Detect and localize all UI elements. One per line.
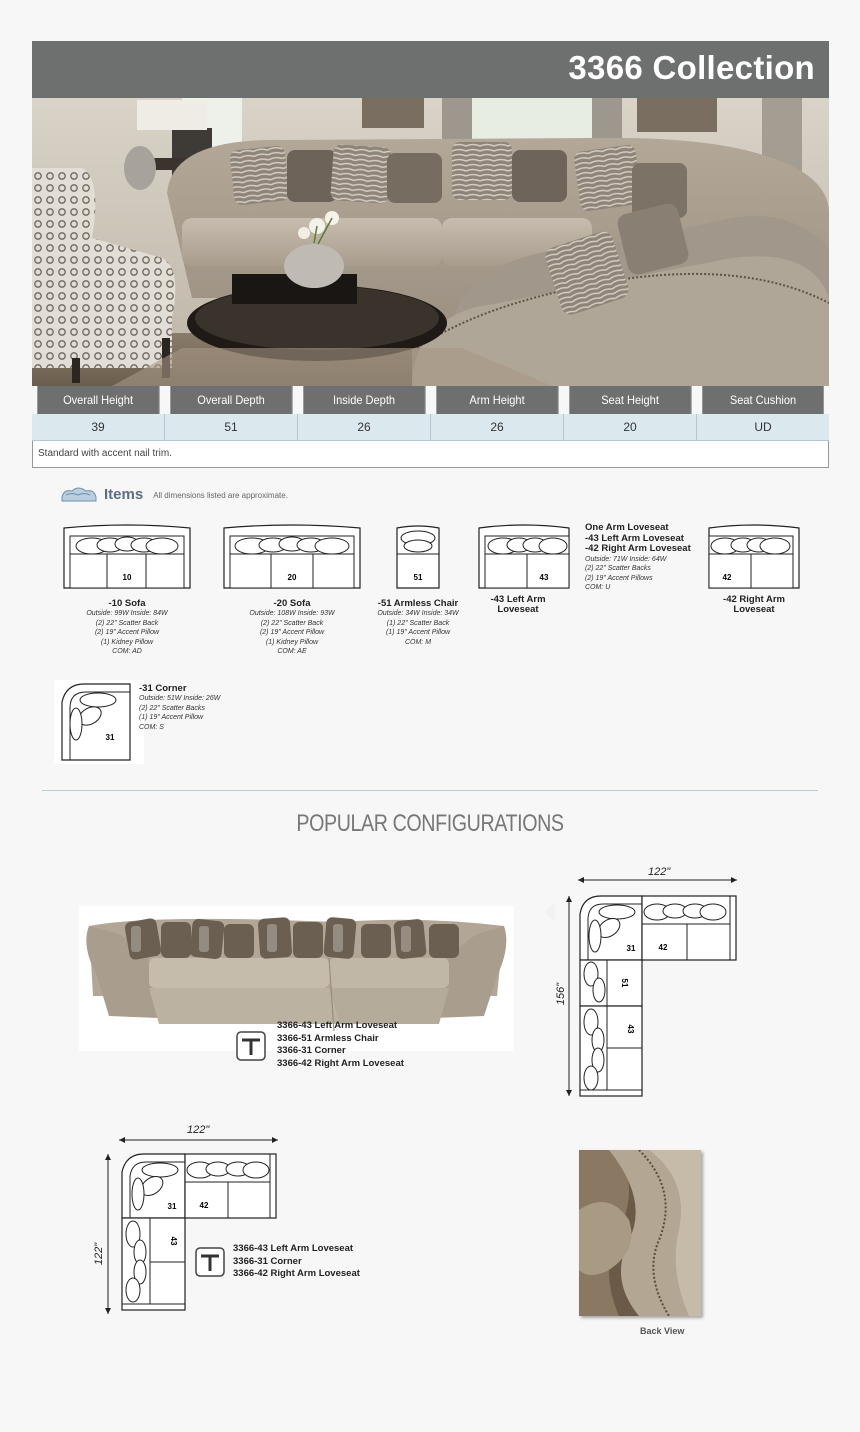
spec-header-seat-height: Seat Height — [569, 386, 691, 414]
config1-list — [277, 1020, 404, 1070]
armless-chair-51-drawing — [395, 524, 441, 592]
config2-item: 3366-42 Right Arm Loveseat — [233, 1268, 360, 1279]
page-title: 3366 Collection — [568, 49, 815, 86]
tee-config-icon — [195, 1247, 225, 1277]
config1-width-label: 122" — [648, 866, 671, 878]
corner-31-drawing — [54, 680, 144, 764]
item-line: COM: AE — [277, 648, 307, 656]
config1-code-43: 43 — [626, 1024, 635, 1034]
spec-header-overall-depth: Overall Depth — [170, 386, 292, 414]
item-line: (2) 19" Accent Pillow — [94, 629, 160, 637]
item-line: (2) 22" Scatter Backs — [139, 704, 205, 712]
item-caption-20 — [222, 598, 362, 657]
loveseat-info-title: -43 Left Arm Loveseat — [585, 532, 684, 544]
item-title-10: -10 Sofa — [108, 598, 146, 609]
item-title-20: -20 Sofa — [273, 598, 311, 609]
loveseat-info-line: COM: U — [585, 584, 611, 592]
spec-value-overall-height: 39 — [32, 414, 165, 441]
item-code-42: 42 — [722, 573, 732, 582]
item-caption-51 — [370, 598, 466, 647]
spec-value-row — [32, 414, 829, 441]
item-line: COM: M — [404, 638, 432, 646]
item-code-20: 20 — [287, 573, 297, 582]
loveseat-info-line: Outside: 71W Inside: 64W — [585, 555, 667, 563]
item-title-43: -43 Left Arm Loveseat — [490, 594, 546, 615]
item-line: (2) 22" Scatter Back — [260, 619, 324, 627]
item-title-31: -31 Corner — [139, 683, 187, 694]
item-title-42: -42 Right Arm Loveseat — [723, 594, 785, 615]
config2-depth-label: 122" — [93, 1242, 106, 1266]
sofa-logo-icon — [60, 483, 98, 505]
hero-photo — [32, 98, 829, 386]
item-title-51: -51 Armless Chair — [377, 598, 459, 609]
spec-value-inside-depth: 26 — [298, 414, 431, 441]
item-line: COM: AD — [112, 648, 142, 656]
item-line: Outside: 34W Inside: 34W — [377, 610, 459, 617]
loveseat-info-title: One Arm Loveseat — [585, 522, 669, 533]
config2-width-label: 122" — [187, 1124, 210, 1136]
loveseat-info-title: -42 Right Arm Loveseat — [585, 543, 691, 554]
item-line: Outside: 99W Inside: 84W — [86, 610, 168, 617]
item-code-10: 10 — [122, 573, 132, 582]
items-title: Items — [104, 485, 144, 503]
config2-code-42: 42 — [199, 1201, 209, 1210]
spec-value-overall-depth: 51 — [165, 414, 298, 441]
config1-item: 3366-42 Right Arm Loveseat — [277, 1057, 404, 1069]
spec-header-inside-depth: Inside Depth — [303, 386, 425, 414]
item-line: (2) 19" Accent Pillow — [259, 629, 325, 637]
loveseat-42-drawing — [707, 522, 801, 592]
back-view-illustration — [579, 1150, 701, 1316]
config2-item: 3366-43 Left Arm Loveseat — [233, 1243, 354, 1254]
back-view-caption: Back View — [640, 1326, 685, 1336]
item-line: (1) 19" Accent Pillow — [385, 629, 451, 637]
item-line: Outside: 51W Inside: 26W — [139, 695, 221, 702]
item-code-43: 43 — [539, 573, 549, 582]
spec-header-arm-height: Arm Height — [436, 386, 558, 414]
sofa-20-drawing — [222, 522, 362, 592]
item-line: Outside: 108W Inside: 93W — [249, 610, 335, 617]
item-code-51: 51 — [413, 573, 423, 582]
item-line: (2) 22" Scatter Back — [95, 619, 159, 627]
item-line: (1) Kidney Pillow — [265, 638, 319, 646]
config2-list — [233, 1243, 360, 1281]
config1-item: 3366-43 Left Arm Loveseat — [277, 1020, 398, 1031]
tee-config-icon — [236, 1031, 266, 1061]
living-room-illustration — [32, 98, 829, 386]
loveseat-info-line: (2) 19" Accent Pillows — [585, 574, 653, 582]
item-line: (1) 19" Accent Pillow — [139, 714, 204, 722]
config2-diagram — [92, 1120, 292, 1320]
item-line: COM: S — [139, 723, 164, 731]
config1-depth-label: 156" — [555, 982, 568, 1006]
item-caption-43 — [477, 595, 559, 615]
item-code-31: 31 — [105, 733, 115, 742]
spec-value-arm-height: 26 — [431, 414, 564, 441]
back-view-photo — [579, 1150, 701, 1316]
config1-code-31: 31 — [626, 944, 636, 953]
config1-item: 3366-51 Armless Chair — [277, 1032, 379, 1044]
items-note: All dimensions listed are approximate. — [153, 491, 288, 500]
collection-header — [32, 41, 829, 98]
config1-item: 3366-31 Corner — [277, 1045, 346, 1056]
item-line: (1) Kidney Pillow — [100, 638, 154, 646]
loveseat-43-drawing — [477, 522, 571, 592]
spec-note: Standard with accent nail trim. — [32, 441, 829, 468]
spec-header-row — [32, 386, 829, 414]
spec-table — [32, 386, 829, 468]
config2-code-31: 31 — [167, 1202, 177, 1211]
config1-code-42: 42 — [658, 943, 668, 952]
spec-value-seat-height: 20 — [564, 414, 697, 441]
config1-code-51: 51 — [620, 978, 629, 988]
config1-diagram — [545, 862, 745, 1102]
config2-item: 3366-31 Corner — [233, 1255, 302, 1267]
spec-header-seat-cushion: Seat Cushion — [702, 386, 823, 414]
item-caption-42 — [707, 595, 801, 615]
loveseat-info — [585, 523, 705, 593]
section-divider — [42, 790, 818, 791]
spec-value-seat-cushion: UD — [697, 414, 829, 441]
item-caption-31 — [139, 683, 249, 732]
item-caption-10 — [62, 598, 192, 657]
spec-header-overall-height: Overall Height — [37, 386, 159, 414]
item-line: (1) 22" Scatter Back — [386, 619, 450, 627]
items-header — [60, 482, 288, 506]
loveseat-info-line: (2) 22" Scatter Backs — [585, 565, 651, 573]
popular-configurations-title: POPULAR CONFIGURATIONS — [296, 810, 564, 837]
config2-code-43: 43 — [169, 1236, 178, 1246]
sofa-10-drawing — [62, 522, 192, 592]
